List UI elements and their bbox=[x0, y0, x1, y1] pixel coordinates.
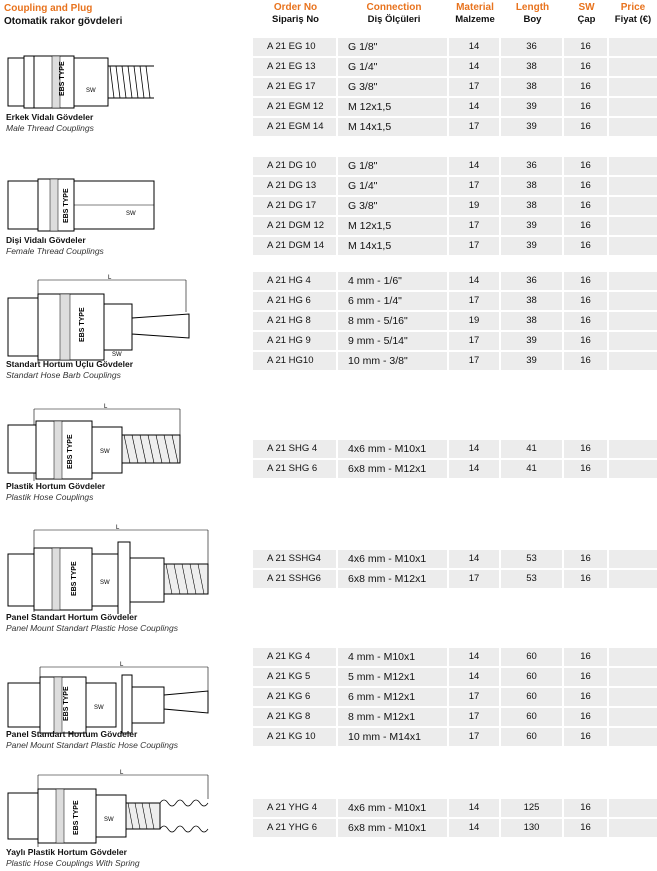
cell-mat: 17 bbox=[449, 728, 499, 746]
cell-price bbox=[609, 708, 657, 726]
cell-len: 38 bbox=[501, 197, 562, 215]
cell-order: A 21 DGM 14 bbox=[253, 237, 336, 255]
cell-order: A 21 HG10 bbox=[253, 352, 336, 370]
cell-mat: 19 bbox=[449, 197, 499, 215]
sw-label: SW bbox=[86, 88, 96, 94]
sw-label: SW bbox=[94, 705, 104, 711]
cell-price bbox=[609, 38, 657, 56]
cell-len: 41 bbox=[501, 460, 562, 478]
cell-len: 41 bbox=[501, 440, 562, 458]
cell-mat: 17 bbox=[449, 332, 499, 350]
hose-barb-coupling-drawing bbox=[4, 272, 204, 362]
cell-len: 39 bbox=[501, 118, 562, 136]
page-title-block bbox=[4, 2, 122, 28]
cell-sw: 16 bbox=[564, 728, 607, 746]
cell-price bbox=[609, 78, 657, 96]
sw-label: SW bbox=[126, 211, 136, 217]
female-thread-coupling-drawing bbox=[4, 175, 164, 235]
cell-price bbox=[609, 177, 657, 195]
cell-mat: 17 bbox=[449, 688, 499, 706]
cell-len: 38 bbox=[501, 292, 562, 310]
cell-len: 38 bbox=[501, 78, 562, 96]
cell-sw: 16 bbox=[564, 118, 607, 136]
cell-sw: 16 bbox=[564, 58, 607, 76]
cell-sw: 16 bbox=[564, 217, 607, 235]
group-caption: Panel Standart Hortum Gövdeler Panel Mount Standart Plastic Hose Couplings bbox=[6, 612, 178, 633]
cell-len: 60 bbox=[501, 728, 562, 746]
cell-sw: 16 bbox=[564, 157, 607, 175]
cell-sw: 16 bbox=[564, 98, 607, 116]
cell-conn: 4x6 mm - M10x1 bbox=[338, 440, 447, 458]
cell-len: 60 bbox=[501, 668, 562, 686]
cell-sw: 16 bbox=[564, 799, 607, 817]
cell-conn: 6x8 mm - M12x1 bbox=[338, 460, 447, 478]
cell-price bbox=[609, 312, 657, 330]
header-length: Length Boy bbox=[515, 2, 550, 25]
cell-price bbox=[609, 550, 657, 568]
cell-conn: 6 mm - M12x1 bbox=[338, 688, 447, 706]
cell-sw: 16 bbox=[564, 668, 607, 686]
cell-mat: 14 bbox=[449, 98, 499, 116]
cell-order: A 21 SSHG4 bbox=[253, 550, 336, 568]
cell-price bbox=[609, 460, 657, 478]
cell-order: A 21 HG 4 bbox=[253, 272, 336, 290]
cell-order: A 21 HG 9 bbox=[253, 332, 336, 350]
cell-price bbox=[609, 352, 657, 370]
cell-price bbox=[609, 118, 657, 136]
cell-mat: 17 bbox=[449, 708, 499, 726]
cell-len: 36 bbox=[501, 157, 562, 175]
cell-price bbox=[609, 440, 657, 458]
cell-order: A 21 DG 17 bbox=[253, 197, 336, 215]
sw-label: SW bbox=[100, 449, 110, 455]
cell-mat: 17 bbox=[449, 352, 499, 370]
cell-len: 38 bbox=[501, 312, 562, 330]
cell-len: 130 bbox=[501, 819, 562, 837]
cell-conn: G 1/8" bbox=[338, 157, 447, 175]
spring-coupling-drawing bbox=[4, 769, 214, 849]
cell-conn: 4 mm - 1/6" bbox=[338, 272, 447, 290]
cell-price bbox=[609, 819, 657, 837]
cell-mat: 14 bbox=[449, 648, 499, 666]
cell-sw: 16 bbox=[564, 688, 607, 706]
cell-conn: 6x8 mm - M12x1 bbox=[338, 570, 447, 588]
cell-len: 53 bbox=[501, 550, 562, 568]
group-caption: Standart Hortum Uçlu Gövdeler Standart Hose Barb Couplings bbox=[6, 359, 134, 380]
cell-sw: 16 bbox=[564, 272, 607, 290]
group-caption: Plastik Hortum Gövdeler Plastik Hose Couplings bbox=[6, 481, 106, 502]
cell-mat: 14 bbox=[449, 440, 499, 458]
cell-price bbox=[609, 292, 657, 310]
page-title: Coupling and Plug bbox=[4, 3, 93, 14]
cell-order: A 21 KG 4 bbox=[253, 648, 336, 666]
cell-sw: 16 bbox=[564, 312, 607, 330]
ebs-type-label: EBS TYPE bbox=[63, 188, 70, 223]
cell-conn: G 1/4" bbox=[338, 58, 447, 76]
panel-standard-coupling-drawing bbox=[4, 524, 214, 614]
cell-price bbox=[609, 272, 657, 290]
cell-price bbox=[609, 688, 657, 706]
length-label: L bbox=[120, 662, 124, 668]
cell-len: 60 bbox=[501, 648, 562, 666]
ebs-type-label: EBS TYPE bbox=[59, 61, 66, 96]
cell-mat: 14 bbox=[449, 799, 499, 817]
cell-order: A 21 EG 13 bbox=[253, 58, 336, 76]
cell-conn: M 14x1,5 bbox=[338, 237, 447, 255]
cell-price bbox=[609, 197, 657, 215]
panel-kg-coupling-drawing bbox=[4, 661, 214, 736]
cell-conn: 9 mm - 5/14" bbox=[338, 332, 447, 350]
header-price: Price Fiyat (€) bbox=[614, 2, 652, 25]
ebs-type-label: EBS TYPE bbox=[73, 800, 80, 835]
cell-mat: 17 bbox=[449, 570, 499, 588]
group-caption: Panel Standart Hortum Gövdeler Panel Mount Standart Plastic Hose Couplings bbox=[6, 729, 178, 750]
cell-mat: 17 bbox=[449, 177, 499, 195]
cell-sw: 16 bbox=[564, 550, 607, 568]
cell-len: 39 bbox=[501, 237, 562, 255]
cell-order: A 21 HG 8 bbox=[253, 312, 336, 330]
cell-order: A 21 SHG 4 bbox=[253, 440, 336, 458]
cell-conn: G 1/8" bbox=[338, 38, 447, 56]
cell-len: 53 bbox=[501, 570, 562, 588]
cell-mat: 19 bbox=[449, 312, 499, 330]
cell-price bbox=[609, 668, 657, 686]
cell-price bbox=[609, 157, 657, 175]
cell-conn: G 1/4" bbox=[338, 177, 447, 195]
cell-conn: G 3/8" bbox=[338, 197, 447, 215]
cell-mat: 17 bbox=[449, 217, 499, 235]
cell-len: 36 bbox=[501, 38, 562, 56]
male-thread-coupling-drawing bbox=[4, 52, 154, 112]
ebs-type-label: EBS TYPE bbox=[67, 434, 74, 469]
length-label: L bbox=[108, 275, 112, 281]
cell-sw: 16 bbox=[564, 292, 607, 310]
cell-sw: 16 bbox=[564, 819, 607, 837]
cell-conn: 10 mm - M14x1 bbox=[338, 728, 447, 746]
cell-mat: 14 bbox=[449, 668, 499, 686]
cell-len: 38 bbox=[501, 177, 562, 195]
cell-price bbox=[609, 648, 657, 666]
cell-price bbox=[609, 217, 657, 235]
cell-sw: 16 bbox=[564, 648, 607, 666]
cell-order: A 21 DG 13 bbox=[253, 177, 336, 195]
cell-len: 125 bbox=[501, 799, 562, 817]
cell-conn: 10 mm - 3/8" bbox=[338, 352, 447, 370]
cell-conn: M 12x1,5 bbox=[338, 98, 447, 116]
sw-label: SW bbox=[104, 817, 114, 823]
cell-conn: G 3/8" bbox=[338, 78, 447, 96]
cell-sw: 16 bbox=[564, 352, 607, 370]
cell-conn: M 12x1,5 bbox=[338, 217, 447, 235]
cell-sw: 16 bbox=[564, 38, 607, 56]
cell-sw: 16 bbox=[564, 78, 607, 96]
group-caption: Dişi Vidalı Gövdeler Female Thread Couplings bbox=[6, 235, 104, 256]
ebs-type-label: EBS TYPE bbox=[71, 561, 78, 596]
cell-conn: 4 mm - M10x1 bbox=[338, 648, 447, 666]
cell-price bbox=[609, 58, 657, 76]
cell-price bbox=[609, 570, 657, 588]
length-label: L bbox=[120, 770, 124, 776]
cell-price bbox=[609, 98, 657, 116]
cell-order: A 21 YHG 4 bbox=[253, 799, 336, 817]
cell-mat: 17 bbox=[449, 292, 499, 310]
ebs-type-label: EBS TYPE bbox=[63, 686, 70, 721]
ebs-type-label: EBS TYPE bbox=[79, 307, 86, 342]
cell-order: A 21 SHG 6 bbox=[253, 460, 336, 478]
cell-order: A 21 EGM 14 bbox=[253, 118, 336, 136]
cell-len: 39 bbox=[501, 217, 562, 235]
cell-mat: 17 bbox=[449, 118, 499, 136]
group-caption: Yaylı Plastik Hortum Gövdeler Plastic Hose Couplings With Spring bbox=[6, 847, 140, 868]
cell-conn: 8 mm - M12x1 bbox=[338, 708, 447, 726]
plastic-hose-coupling-drawing bbox=[4, 403, 194, 483]
sw-label: SW bbox=[100, 580, 110, 586]
cell-price bbox=[609, 237, 657, 255]
cell-order: A 21 YHG 6 bbox=[253, 819, 336, 837]
cell-conn: 8 mm - 5/16" bbox=[338, 312, 447, 330]
cell-order: A 21 EG 10 bbox=[253, 38, 336, 56]
header-connection: Connection Diş Ölçüleri bbox=[366, 2, 422, 25]
cell-mat: 14 bbox=[449, 460, 499, 478]
group-caption: Erkek Vidalı Gövdeler Male Thread Couplings bbox=[6, 112, 94, 133]
header-sw: SW Çap bbox=[577, 2, 596, 25]
cell-conn: 5 mm - M12x1 bbox=[338, 668, 447, 686]
cell-conn: 6 mm - 1/4" bbox=[338, 292, 447, 310]
cell-mat: 17 bbox=[449, 78, 499, 96]
cell-mat: 14 bbox=[449, 157, 499, 175]
cell-order: A 21 KG 5 bbox=[253, 668, 336, 686]
cell-mat: 17 bbox=[449, 237, 499, 255]
cell-sw: 16 bbox=[564, 440, 607, 458]
cell-conn: 4x6 mm - M10x1 bbox=[338, 799, 447, 817]
cell-mat: 14 bbox=[449, 819, 499, 837]
cell-len: 39 bbox=[501, 352, 562, 370]
cell-len: 39 bbox=[501, 98, 562, 116]
cell-len: 38 bbox=[501, 58, 562, 76]
cell-sw: 16 bbox=[564, 570, 607, 588]
cell-sw: 16 bbox=[564, 332, 607, 350]
cell-order: A 21 EGM 12 bbox=[253, 98, 336, 116]
header-order: Order No Sipariş No bbox=[272, 2, 319, 25]
cell-conn: 6x8 mm - M10x1 bbox=[338, 819, 447, 837]
cell-order: A 21 DG 10 bbox=[253, 157, 336, 175]
cell-price bbox=[609, 799, 657, 817]
cell-len: 39 bbox=[501, 332, 562, 350]
page-subtitle: Otomatik rakor gövdeleri bbox=[4, 16, 123, 27]
cell-sw: 16 bbox=[564, 197, 607, 215]
header-material: Material Malzeme bbox=[455, 2, 495, 25]
cell-mat: 14 bbox=[449, 58, 499, 76]
cell-order: A 21 KG 10 bbox=[253, 728, 336, 746]
cell-order: A 21 SSHG6 bbox=[253, 570, 336, 588]
cell-len: 60 bbox=[501, 708, 562, 726]
cell-sw: 16 bbox=[564, 237, 607, 255]
cell-mat: 14 bbox=[449, 272, 499, 290]
cell-mat: 14 bbox=[449, 550, 499, 568]
cell-order: A 21 KG 8 bbox=[253, 708, 336, 726]
cell-order: A 21 DGM 12 bbox=[253, 217, 336, 235]
cell-price bbox=[609, 332, 657, 350]
cell-len: 60 bbox=[501, 688, 562, 706]
cell-len: 36 bbox=[501, 272, 562, 290]
length-label: L bbox=[116, 525, 120, 531]
cell-conn: 4x6 mm - M10x1 bbox=[338, 550, 447, 568]
cell-order: A 21 HG 6 bbox=[253, 292, 336, 310]
sw-label: SW bbox=[112, 352, 122, 358]
cell-order: A 21 EG 17 bbox=[253, 78, 336, 96]
cell-mat: 14 bbox=[449, 38, 499, 56]
cell-sw: 16 bbox=[564, 460, 607, 478]
length-label: L bbox=[104, 404, 108, 410]
cell-price bbox=[609, 728, 657, 746]
cell-sw: 16 bbox=[564, 708, 607, 726]
cell-conn: M 14x1,5 bbox=[338, 118, 447, 136]
cell-order: A 21 KG 6 bbox=[253, 688, 336, 706]
cell-sw: 16 bbox=[564, 177, 607, 195]
